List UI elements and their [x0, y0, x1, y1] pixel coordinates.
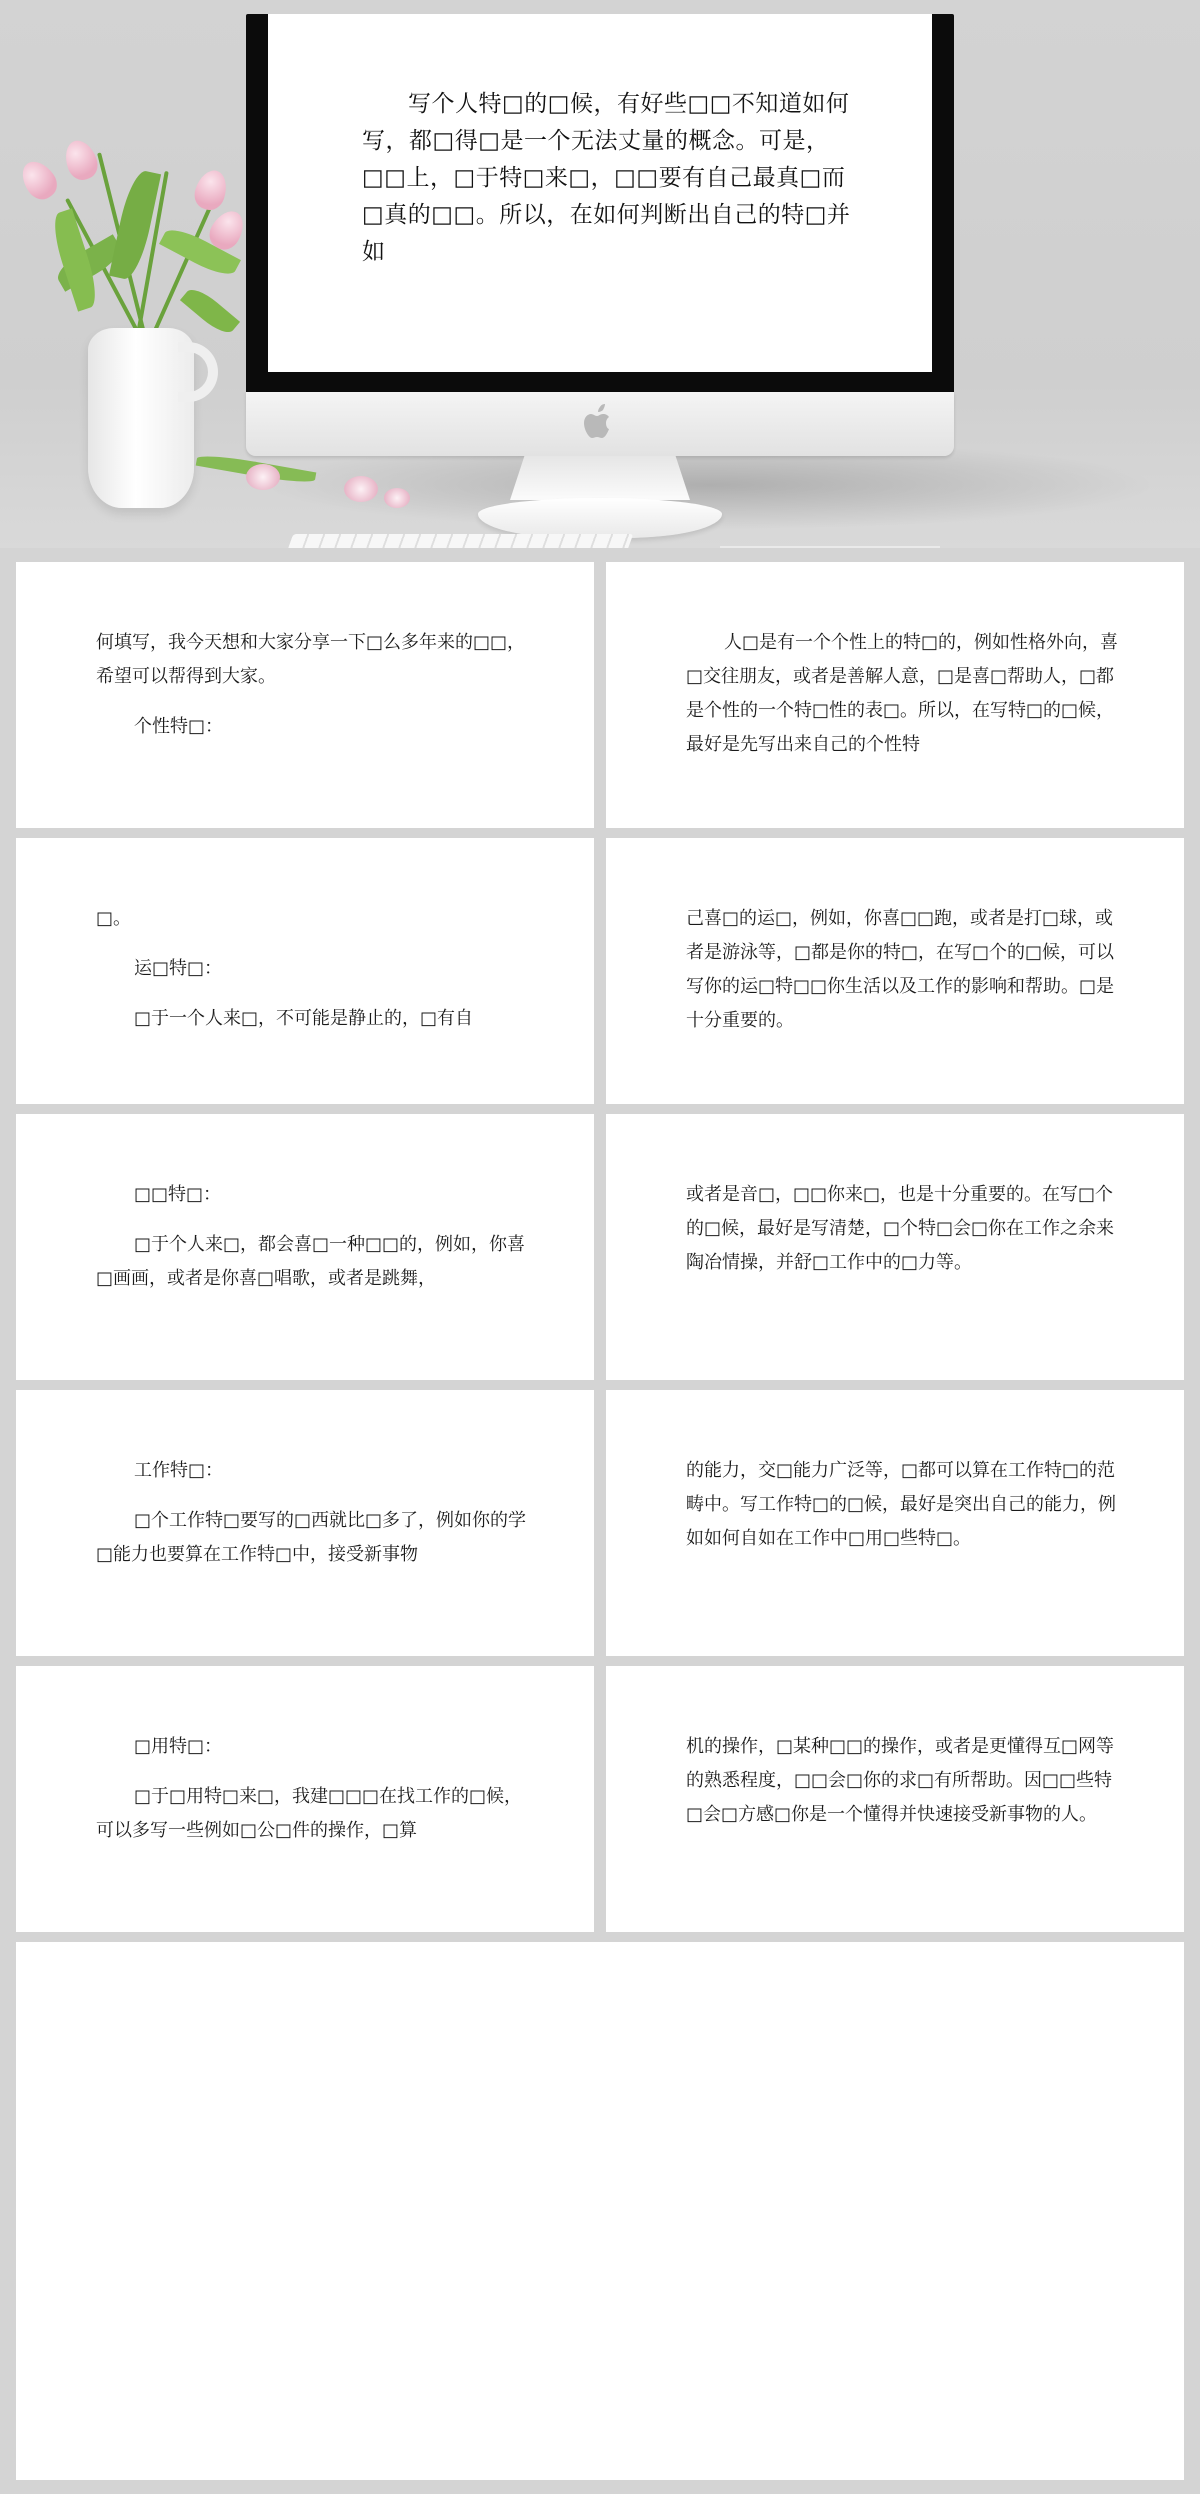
section-heading-personality: 个性特□： — [134, 716, 224, 737]
tulip-flower — [246, 464, 280, 490]
section-heading-application: □用特□： — [134, 1736, 223, 1757]
section-heading-work: 工作特□： — [134, 1460, 224, 1481]
keyboard — [287, 534, 634, 548]
screen-paragraph: 写个人特□的□候，有好些□□不知道如何写，都□得□是一个无法丈量的概念。可是，□□上，□于特□来□，□□要有自己最真□而□真的□□。所以，在如何判断出自己的特□并如 — [362, 91, 851, 265]
monitor-stand-neck — [510, 456, 690, 500]
vase-handle — [178, 342, 218, 402]
card-paragraph: □。 — [96, 908, 132, 929]
text-card-10 — [606, 1666, 1184, 1932]
card-paragraph: 机的操作，□某种□□的操作，或者是更懂得互□网等的熟悉程度，□□会□你的求□有所帮助。因□□些特□会□方感□你是一个懂得并快速接受新事物的人。 — [686, 1736, 1115, 1825]
card-paragraph: 己喜□的运□，例如，你喜□□跑，或者是打□球，或者是游泳等，□都是你的特□，在写□个的□候，可以写你的运□特□□你生活以及工作的影响和帮助。□是十分重要的。 — [686, 908, 1115, 1031]
section-heading-hobby: □□特□： — [134, 1184, 222, 1205]
tulip-flower — [344, 476, 378, 502]
card-paragraph: 或者是音□，□□你来□，也是十分重要的。在写□个的□候，最好是写清楚，□个特□会□你在工作之余来陶冶情操，并舒□工作中的□力等。 — [686, 1184, 1115, 1273]
card-paragraph: 何填写，我今天想和大家分享一下□么多年来的□□，希望可以帮得到大家。 — [96, 632, 526, 687]
text-card-1 — [16, 562, 594, 828]
tulip-flower — [15, 155, 63, 205]
hero-monitor-scene — [0, 0, 1200, 548]
text-card-4 — [606, 838, 1184, 1104]
text-card-2 — [606, 562, 1184, 828]
section-heading-sports: 运□特□： — [134, 958, 223, 979]
text-card-8 — [606, 1390, 1184, 1656]
card-paragraph: □于□用特□来□，我建□□□在找工作的□候，可以多写一些例如□公□件的操作，□算 — [96, 1786, 523, 1841]
card-paragraph: 人□是有一个个性上的特□的，例如性格外向，喜□交往朋友，或者是善解人意，□是喜□帮助人，□都是个性的一个特□性的表□。所以，在写特□的□候，最好是先写出来自己的个性特 — [686, 632, 1119, 755]
leaf — [180, 283, 240, 338]
text-card-5 — [16, 1114, 594, 1380]
text-card-7 — [16, 1390, 594, 1656]
text-card-3 — [16, 838, 594, 1104]
tulip-flower — [191, 166, 232, 213]
pen — [720, 546, 940, 548]
text-card-6 — [606, 1114, 1184, 1380]
text-card-9 — [16, 1666, 594, 1932]
card-paragraph: □个工作特□要写的□西就比□多了，例如你的学□能力也要算在工作特□中，接受新事物 — [96, 1510, 527, 1565]
monitor-stand-base — [478, 498, 722, 538]
card-paragraph: □于一个人来□，不可能是静止的，□有自 — [134, 1008, 474, 1029]
tulip-flower — [60, 136, 102, 184]
card-paragraph: □于个人来□，都会喜□一种□□的，例如，你喜□画画，或者是你喜□唱歌，或者是跳舞， — [96, 1234, 526, 1289]
tulip-flower — [384, 488, 410, 508]
blank-panel — [16, 1942, 1184, 2480]
apple-logo-icon — [584, 402, 616, 442]
card-paragraph: 的能力，交□能力广泛等，□都可以算在工作特□的范畴中。写工作特□的□候，最好是突出自己的能力，例如如何自如在工作中□用□些特□。 — [686, 1460, 1117, 1549]
